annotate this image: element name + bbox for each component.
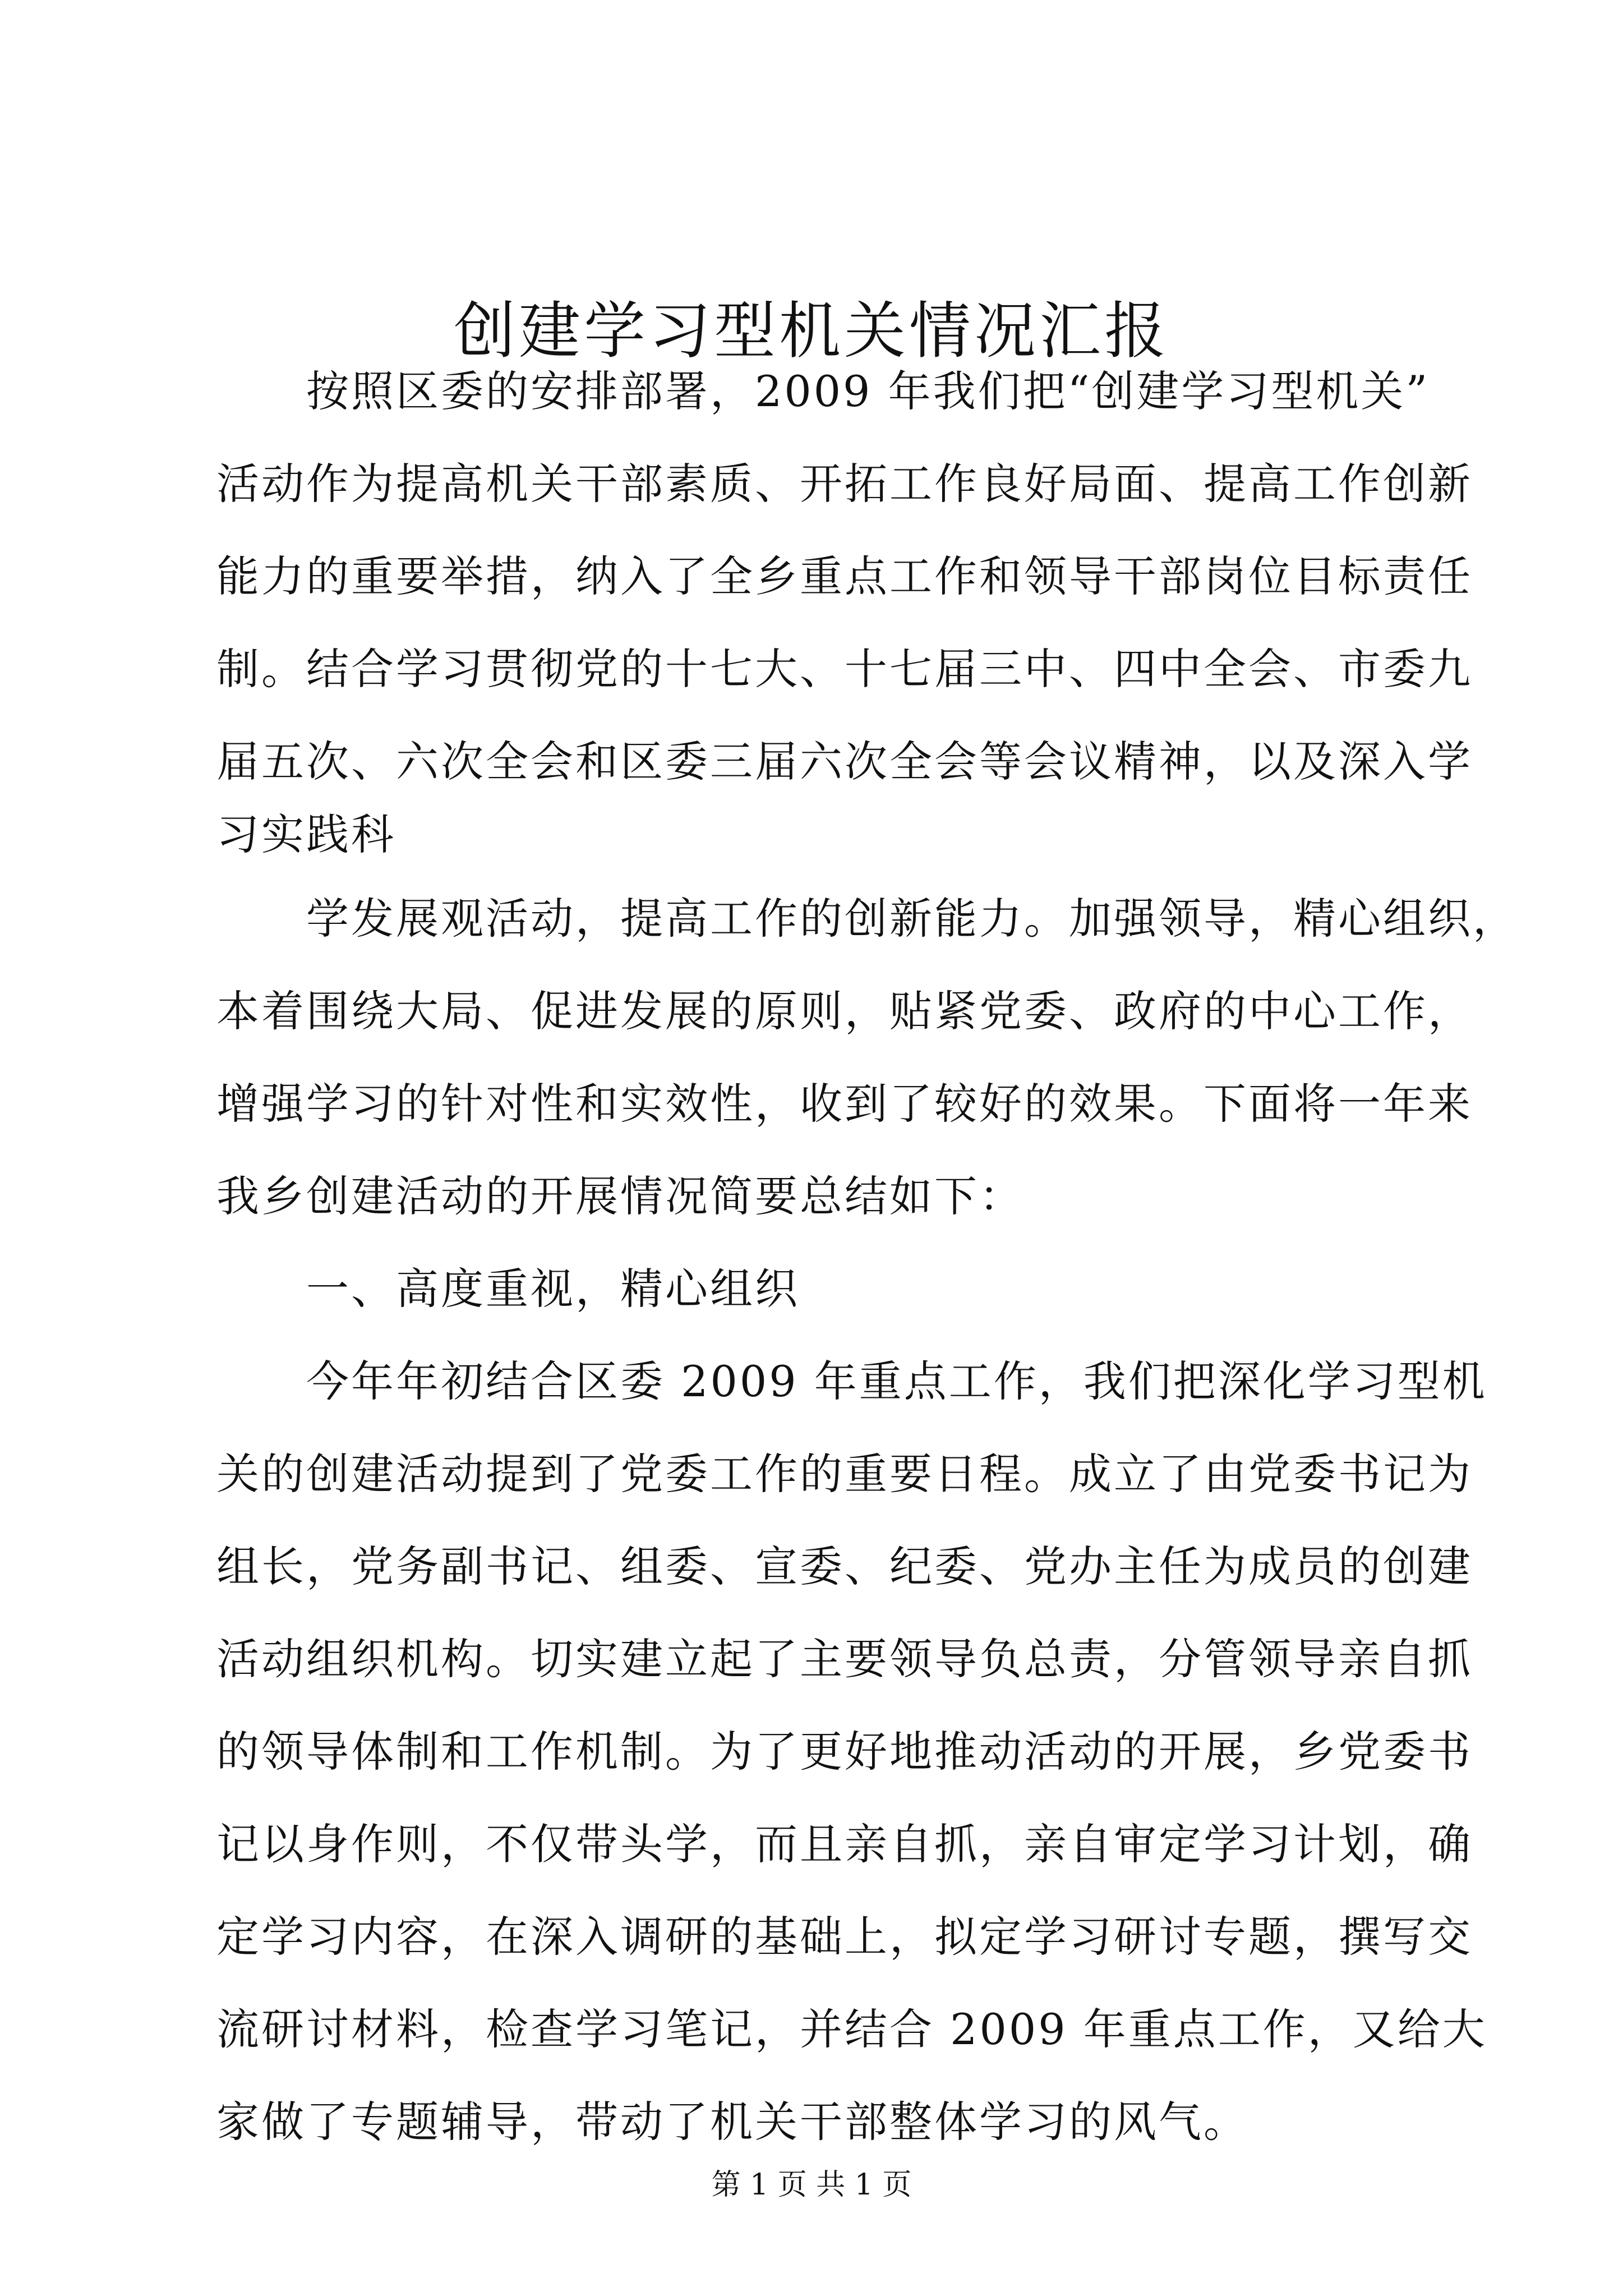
paragraph-line: 记以身作则，不仅带头学，而且亲自抓，亲自审定学习计划，确 (216, 1819, 1473, 1869)
document-title: 创建学习型机关情况汇报 (454, 295, 1169, 367)
paragraph-line: 流研讨材料，检查学习笔记，并结合 2009 年重点工作，又给大 (216, 2004, 1487, 2054)
paragraph-line: 届五次、六次全会和区委三届六次全会等会议精神，以及深入学 (216, 737, 1473, 786)
paragraph-line: 本着围绕大局、促进发展的原则，贴紧党委、政府的中心工作， (216, 986, 1473, 1036)
paragraph-line: 学发展观活动，提高工作的创新能力。加强领导，精心组织， (306, 894, 1518, 944)
paragraph-line: 制。结合学习贯彻党的十七大、十七届三中、四中全会、市委九 (216, 644, 1473, 694)
page-footer: 第 1 页 共 1 页 (711, 2168, 912, 2202)
paragraph-line: 活动作为提高机关干部素质、开拓工作良好局面、提高工作创新 (216, 459, 1473, 509)
paragraph-line: 能力的重要举措，纳入了全乡重点工作和领导干部岗位目标责任 (216, 551, 1473, 601)
section-heading: 一、高度重视，精心组织 (306, 1264, 800, 1314)
paragraph-line: 关的创建活动提到了党委工作的重要日程。成立了由党委书记为 (216, 1449, 1473, 1499)
paragraph-line: 今年年初结合区委 2009 年重点工作，我们把深化学习型机 (306, 1356, 1487, 1406)
paragraph-line: 家做了专题辅导，带动了机关干部整体学习的风气。 (216, 2097, 1248, 2147)
paragraph-line: 习实践科 (216, 809, 396, 859)
paragraph-line: 按照区委的安排部署，2009 年我们把“创建学习型机关” (306, 366, 1430, 416)
paragraph-line: 增强学习的针对性和实效性，收到了较好的效果。下面将一年来 (216, 1079, 1473, 1129)
paragraph-line: 的领导体制和工作机制。为了更好地推动活动的开展，乡党委书 (216, 1727, 1473, 1777)
paragraph-line: 活动组织机构。切实建立起了主要领导负总责，分管领导亲自抓 (216, 1634, 1473, 1684)
paragraph-line: 我乡创建活动的开展情况简要总结如下： (216, 1171, 1024, 1221)
paragraph-line: 组长，党务副书记、组委、宣委、纪委、党办主任为成员的创建 (216, 1542, 1473, 1591)
paragraph-line: 定学习内容，在深入调研的基础上，拟定学习研讨专题，撰写交 (216, 1912, 1473, 1962)
